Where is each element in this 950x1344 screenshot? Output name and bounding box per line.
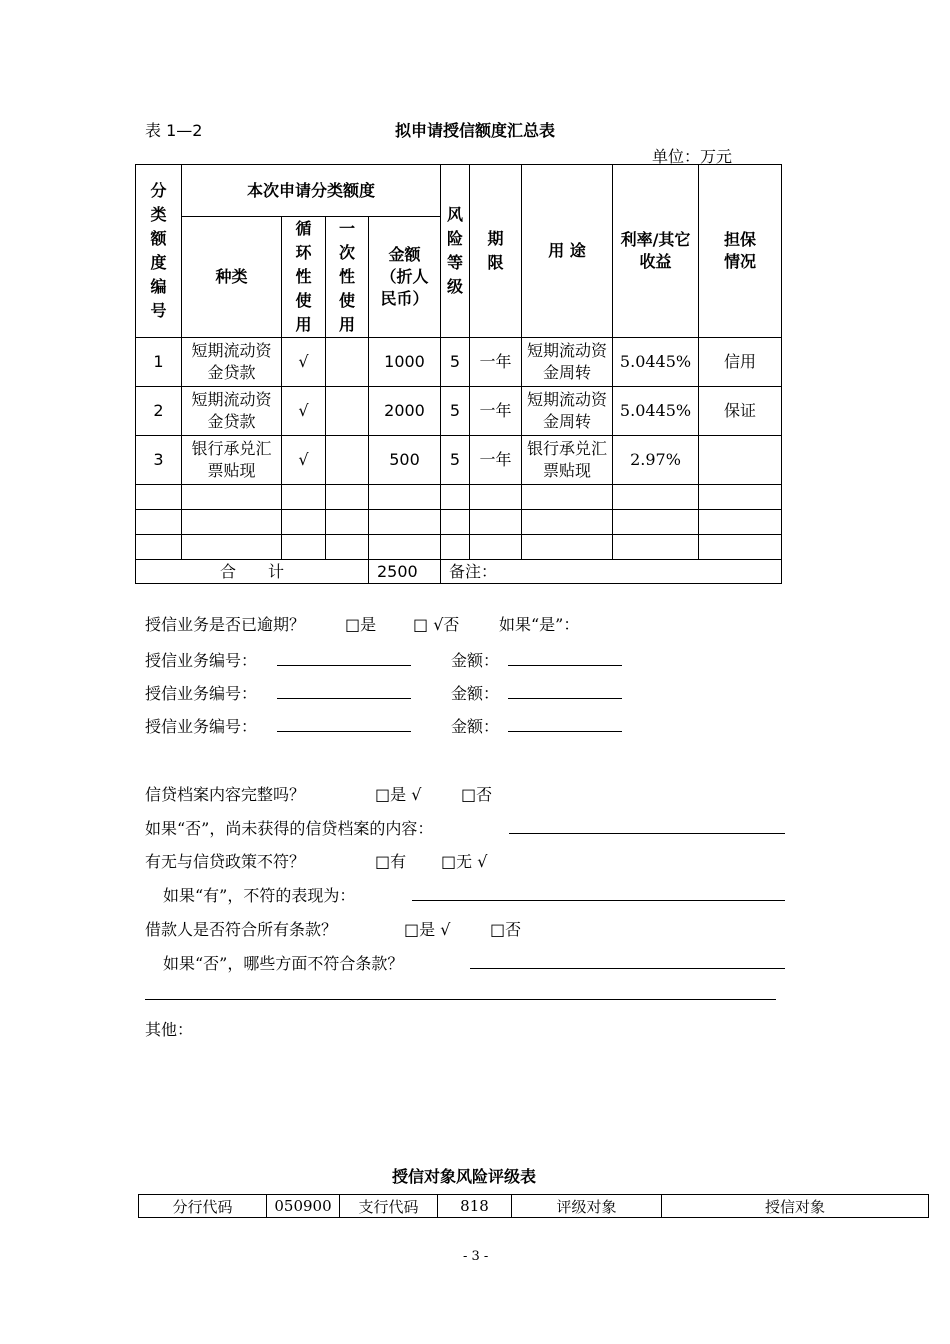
cell-risk: 5 <box>441 436 470 485</box>
cell-no: 1 <box>136 338 182 387</box>
amount-label-1: 金额： <box>451 651 500 670</box>
biz-no-field-1[interactable] <box>277 665 411 666</box>
biz-no-label-2: 授信业务编号： <box>145 684 258 703</box>
policy-if-label: 如果“有”，不符的表现为： <box>163 886 356 905</box>
biz-no-field-3[interactable] <box>277 731 411 732</box>
credit-summary-table <box>135 164 782 584</box>
amount-label-2: 金额： <box>451 684 500 703</box>
table-number: 表 1—2 <box>145 121 203 140</box>
archive-if-label: 如果“否”，尚未获得的信贷档案的内容： <box>145 819 434 838</box>
branch-code-label: 分行代码 <box>139 1195 267 1218</box>
header-risk: 风险等级 <box>441 165 470 338</box>
table-row-empty <box>136 510 782 535</box>
amount-label-3: 金额： <box>451 717 500 736</box>
cell-type: 银行承兑汇票贴现 <box>182 436 282 485</box>
cell-revolving: √ <box>282 436 326 485</box>
cell-guarantee <box>699 436 782 485</box>
biz-no-field-2[interactable] <box>277 698 411 699</box>
overdue-no-checkbox[interactable]: □ √否 <box>413 615 460 634</box>
table-row-empty <box>136 535 782 560</box>
cell-term: 一年 <box>470 338 522 387</box>
total-label: 合 计 <box>136 560 369 584</box>
terms-no-checkbox[interactable]: □否 <box>490 920 522 939</box>
cell-guarantee: 信用 <box>699 338 782 387</box>
total-amount: 2500 <box>369 560 441 584</box>
header-rate: 利率/其它收益 <box>613 165 699 338</box>
table-title: 拟申请授信额度汇总表 <box>395 121 556 140</box>
policy-yes-checkbox[interactable]: □有 <box>375 852 407 871</box>
table-row <box>136 387 782 436</box>
total-row <box>136 560 782 584</box>
header-group: 本次申请分类额度 <box>182 165 441 217</box>
overdue-question: 授信业务是否已逾期？ □是 □ √否 如果“是”： <box>145 612 305 635</box>
cell-risk: 5 <box>441 338 470 387</box>
policy-question: 有无与信贷政策不符？ □有 □无 √ <box>145 849 305 872</box>
subbranch-code-label: 支行代码 <box>340 1195 438 1218</box>
archive-yes-checkbox[interactable]: □是 √ <box>375 785 422 804</box>
table-row <box>136 436 782 485</box>
header-onetime: 一次性使用 <box>326 217 369 338</box>
subbranch-code-value: 818 <box>438 1195 512 1218</box>
cell-onetime <box>326 436 369 485</box>
cell-use: 短期流动资金周转 <box>522 387 613 436</box>
cell-rate: 5.0445% <box>613 387 699 436</box>
policy-no-checkbox[interactable]: □无 √ <box>441 852 488 871</box>
branch-code-value: 050900 <box>267 1195 340 1218</box>
terms-mismatch-field[interactable] <box>470 968 785 969</box>
cell-guarantee: 保证 <box>699 387 782 436</box>
rating-target-label: 评级对象 <box>512 1195 662 1218</box>
rating-title: 授信对象风险评级表 <box>392 1167 537 1186</box>
terms-mismatch-field-line2[interactable] <box>145 999 776 1000</box>
header-revolving: 循环性使用 <box>282 217 326 338</box>
cell-use: 短期流动资金周转 <box>522 338 613 387</box>
table-row <box>136 338 782 387</box>
header-use: 用 途 <box>522 165 613 338</box>
cell-revolving: √ <box>282 387 326 436</box>
cell-amount: 1000 <box>369 338 441 387</box>
terms-question: 借款人是否符合所有条款？ □是 √ □否 <box>145 917 337 940</box>
cell-rate: 5.0445% <box>613 338 699 387</box>
cell-no: 2 <box>136 387 182 436</box>
cell-onetime <box>326 387 369 436</box>
archive-missing-field[interactable] <box>509 833 785 834</box>
table-row-empty <box>136 485 782 510</box>
cell-use: 银行承兑汇票贴现 <box>522 436 613 485</box>
cell-rate: 2.97% <box>613 436 699 485</box>
biz-no-label-3: 授信业务编号： <box>145 717 258 736</box>
remark-label: 备注： <box>441 560 782 584</box>
terms-yes-checkbox[interactable]: □是 √ <box>404 920 451 939</box>
cell-term: 一年 <box>470 436 522 485</box>
overdue-if-label: 如果“是”： <box>499 615 580 634</box>
policy-mismatch-field[interactable] <box>412 900 785 901</box>
header-guarantee: 担保情况 <box>699 165 782 338</box>
biz-no-label-1: 授信业务编号： <box>145 651 258 670</box>
unit-label: 单位：万元 <box>652 147 733 166</box>
cell-risk: 5 <box>441 387 470 436</box>
other-label: 其他： <box>145 1020 194 1039</box>
terms-if-label: 如果“否”，哪些方面不符合条款？ <box>163 954 404 973</box>
header-term: 期限 <box>470 165 522 338</box>
header-amount: 金额（折人民币） <box>369 217 441 338</box>
cell-amount: 2000 <box>369 387 441 436</box>
rating-target-value: 授信对象 <box>662 1195 929 1218</box>
cell-amount: 500 <box>369 436 441 485</box>
page-number: - 3 - <box>463 1249 489 1264</box>
cell-no: 3 <box>136 436 182 485</box>
header-category-no: 分类额度编号 <box>136 165 182 338</box>
amount-field-1[interactable] <box>508 665 622 666</box>
amount-field-2[interactable] <box>508 698 622 699</box>
archive-question: 信贷档案内容完整吗？ □是 √ □否 <box>145 782 305 805</box>
cell-revolving: √ <box>282 338 326 387</box>
cell-type: 短期流动资金贷款 <box>182 387 282 436</box>
header-type: 种类 <box>182 217 282 338</box>
cell-onetime <box>326 338 369 387</box>
amount-field-3[interactable] <box>508 731 622 732</box>
cell-term: 一年 <box>470 387 522 436</box>
archive-no-checkbox[interactable]: □否 <box>461 785 493 804</box>
rating-table <box>138 1194 929 1218</box>
cell-type: 短期流动资金贷款 <box>182 338 282 387</box>
overdue-yes-checkbox[interactable]: □是 <box>345 615 377 634</box>
